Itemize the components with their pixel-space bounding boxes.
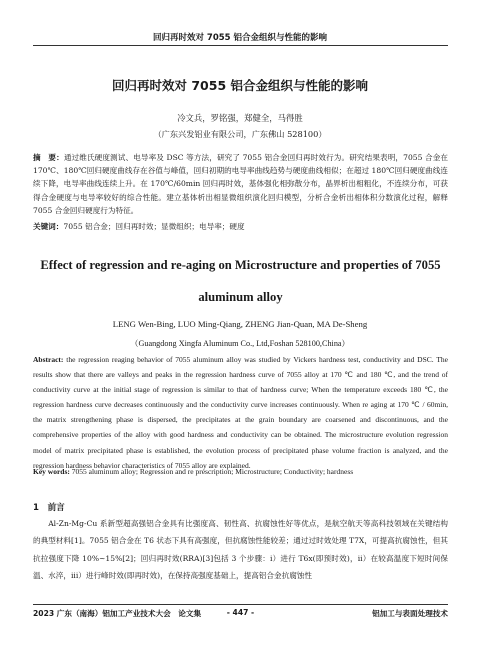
english-authors: LENG Wen-Bing, LUO Ming-Qiang, ZHENG Jian-Quan, MA De-Sheng bbox=[112, 319, 368, 329]
chinese-affiliation: （广东兴发铝业有限公司，广东佛山 528100） bbox=[153, 129, 327, 139]
english-keywords-text: 7055 aluminum alloy; Regression and re prescription; Microstructure; Conductivity; hardness bbox=[69, 467, 354, 476]
english-abstract-label: Abstract: bbox=[33, 355, 64, 364]
chinese-keywords-text: 7055 铝合金；回归再时效；显微组织；电导率；硬度 bbox=[63, 222, 245, 231]
english-keywords-label: Key words: bbox=[33, 467, 70, 476]
chinese-authors: 冷文兵，罗铭强，郑健全，马得胜 bbox=[177, 113, 303, 123]
chinese-abstract-text: 通过维氏硬度测试、电导率及 DSC 等方法，研究了 7055 铝合金回归再时效行为。研究结果表明，7055 合金在 170℃、180℃回归硬度曲线存在谷值与峰值，回归初期的电导率曲线趋势与硬度曲线相似；在超过 180℃回归硬度曲线连续下降，电导率曲线连续上升。在 170℃/60min 回归再时效，基体强化相弥散分布，晶界析出相粗化，不连续分布，可获得合金硬度与电导率较好的综合性能。建立基体析出相显微组织演化回归模型，分析合金析出相体积分数演化过程，解释 7055 合金回归硬度行为特征。 bbox=[33, 153, 448, 215]
chinese-abstract-label: 摘 要： bbox=[33, 153, 64, 162]
english-keywords bbox=[33, 465, 448, 478]
page-number: - 447 - bbox=[226, 608, 255, 617]
chinese-keywords-label: 关键词： bbox=[33, 222, 64, 231]
footer-journal: 铝加工与表面处理技术 bbox=[372, 609, 448, 618]
english-abstract bbox=[33, 352, 448, 473]
chinese-keywords bbox=[33, 220, 448, 233]
introduction-paragraph: Al-Zn-Mg-Cu 系新型超高强铝合金具有比强度高、韧性高、抗腐蚀性好等优点，是航空航天等高科技领域在关键结构的典型材料[1]。7055 铝合金在 T6 状态下具有高强度，但抗腐蚀性能较差；通过过时效处理 T7X，可提高抗腐蚀性，但其抗拉强度下降 10%~15%[2]；回归再时效(RRA)[3]包括 3 个步骤：i）进行 T6x(即预时效)，ii）在较高温度下短时间保温、水淬，iii）进行峰时效(即再时效)，在保持高强度基础上，提高铝合金抗腐蚀性 bbox=[33, 519, 448, 581]
english-affiliation: （Guangdong Xingfa Aluminum Co., Ltd,Foshan 528100,China） bbox=[130, 339, 350, 348]
english-abstract-text: the regression reaging behavior of 7055 aluminum alloy was studied by Vickers hardness test, conductivity and DSC. The results show that there are valleys and peaks in the regression hardness curve of 7055 alloy at 170 ℃ and 180 ℃, and the trend of conductivity curve at the initial stage of regression is similar to that of hardness curve; When the temperature exceeds 180 ℃, the regression hardness curve decreases continuously and the conductivity curve increases continuously. When re aging at 170 ℃ / 60min, the matrix strengthening phase is dispersed, the precipitates at the grain boundary are coarsened and discontinuous, and the comprehensive properties of the alloy with good hardness and conductivity can be obtained. The microstructure evolution regression model of matrix precipitated phase is established, the evolution process of precipitated phase volume fraction is analyzed, and the regression hardness behavior characteristics of 7055 alloy are explained. bbox=[33, 355, 448, 470]
english-title: Effect of regression and re-aging on Microstructure and properties of 7055 aluminum alloy bbox=[40, 258, 441, 304]
chinese-abstract bbox=[33, 151, 448, 217]
section-heading: 1 前言 bbox=[33, 503, 65, 513]
header-rule bbox=[33, 45, 448, 46]
running-header: 回归再时效对 7055 铝合金组织与性能的影响 bbox=[152, 33, 328, 43]
chinese-title: 回归再时效对 7055 铝合金组织与性能的影响 bbox=[112, 78, 368, 93]
footer-rule bbox=[33, 604, 448, 605]
footer-conference: 2023 广东（南海）铝加工产业技术大会 论文集 bbox=[33, 609, 202, 618]
